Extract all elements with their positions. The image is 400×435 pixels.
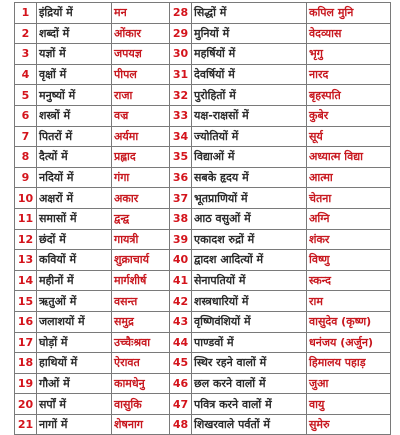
category-right: स्थिर रहने वालों में <box>192 353 307 374</box>
row-number-right: 32 <box>170 85 192 106</box>
category-right: आठ वसुओं में <box>192 208 307 229</box>
category-left: गौओं में <box>37 373 112 394</box>
answer-left: शुक्राचार्य <box>112 250 170 271</box>
row-number-right: 41 <box>170 270 192 291</box>
row-number-left: 10 <box>15 188 37 209</box>
answer-left: मार्गशीर्ष <box>112 270 170 291</box>
category-right: एकादश रुद्रों में <box>192 229 307 250</box>
category-right: महर्षियों में <box>192 44 307 65</box>
answer-right: सुमेरु <box>307 414 391 435</box>
category-right: द्वादश आदित्यों में <box>192 250 307 271</box>
row-number-left: 8 <box>15 147 37 168</box>
answer-right: वेदव्यास <box>307 23 391 44</box>
category-left: छंदों में <box>37 229 112 250</box>
category-right: पाण्डवों में <box>192 332 307 353</box>
category-left: नागों में <box>37 414 112 435</box>
category-right: ज्योतियों में <box>192 126 307 147</box>
table-row <box>15 332 391 353</box>
table-row <box>15 147 391 168</box>
answer-right: विष्णु <box>307 250 391 271</box>
row-number-right: 48 <box>170 414 192 435</box>
category-right: विद्याओं में <box>192 147 307 168</box>
table-row <box>15 250 391 271</box>
answer-left: कामधेनु <box>112 373 170 394</box>
answer-left: शेषनाग <box>112 414 170 435</box>
row-number-right: 42 <box>170 291 192 312</box>
answer-right: अध्यात्म विद्या <box>307 147 391 168</box>
answer-right: बृहस्पति <box>307 85 391 106</box>
category-left: मनुष्यों में <box>37 85 112 106</box>
table-row <box>15 126 391 147</box>
category-right: शिखरवाले पर्वतों में <box>192 414 307 435</box>
row-number-left: 19 <box>15 373 37 394</box>
answer-right: स्कन्द <box>307 270 391 291</box>
answer-left: वासुकि <box>112 394 170 415</box>
table-row <box>15 3 391 24</box>
row-number-right: 45 <box>170 353 192 374</box>
row-number-right: 28 <box>170 3 192 24</box>
category-left: महीनों में <box>37 270 112 291</box>
answer-left: मन <box>112 3 170 24</box>
answer-right: राम <box>307 291 391 312</box>
category-right: पुरोहितों में <box>192 85 307 106</box>
answer-right: हिमालय पहाड़ <box>307 353 391 374</box>
category-left: जलाशयों में <box>37 311 112 332</box>
row-number-right: 37 <box>170 188 192 209</box>
answer-left: अर्यमा <box>112 126 170 147</box>
row-number-left: 21 <box>15 414 37 435</box>
answer-left: द्वन्द्व <box>112 208 170 229</box>
row-number-left: 2 <box>15 23 37 44</box>
table-row <box>15 229 391 250</box>
answer-right: अग्नि <box>307 208 391 229</box>
row-number-left: 6 <box>15 105 37 126</box>
answer-left: गायत्री <box>112 229 170 250</box>
row-number-left: 15 <box>15 291 37 312</box>
answer-left: अकार <box>112 188 170 209</box>
answer-left: समुद्र <box>112 311 170 332</box>
table-row <box>15 394 391 415</box>
table-row <box>15 353 391 374</box>
category-right: शस्त्रधारियों में <box>192 291 307 312</box>
table-row <box>15 414 391 435</box>
category-left: घोड़ों में <box>37 332 112 353</box>
row-number-left: 9 <box>15 167 37 188</box>
answer-left: वसन्त <box>112 291 170 312</box>
row-number-right: 39 <box>170 229 192 250</box>
row-number-right: 35 <box>170 147 192 168</box>
category-left: शब्दों में <box>37 23 112 44</box>
row-number-left: 7 <box>15 126 37 147</box>
category-right: भूतप्राणियों में <box>192 188 307 209</box>
answer-left: जपयज्ञ <box>112 44 170 65</box>
answer-right: वासुदेव (कृष्ण) <box>307 311 391 332</box>
table-row <box>15 373 391 394</box>
row-number-right: 36 <box>170 167 192 188</box>
table-row <box>15 270 391 291</box>
row-number-right: 43 <box>170 311 192 332</box>
table-row <box>15 44 391 65</box>
category-right: यक्ष-राक्षसों में <box>192 105 307 126</box>
category-left: पितरों में <box>37 126 112 147</box>
category-left: नदियों में <box>37 167 112 188</box>
row-number-right: 33 <box>170 105 192 126</box>
table-row <box>15 23 391 44</box>
answer-left: पीपल <box>112 64 170 85</box>
answer-right: शंकर <box>307 229 391 250</box>
row-number-left: 20 <box>15 394 37 415</box>
answer-right: कपिल मुनि <box>307 3 391 24</box>
category-right: सबके हृदय में <box>192 167 307 188</box>
category-right: वृष्णिवंशियों में <box>192 311 307 332</box>
row-number-right: 29 <box>170 23 192 44</box>
row-number-right: 34 <box>170 126 192 147</box>
category-right: मुनियों में <box>192 23 307 44</box>
table-row <box>15 64 391 85</box>
category-left: अक्षरों में <box>37 188 112 209</box>
row-number-left: 17 <box>15 332 37 353</box>
row-number-left: 12 <box>15 229 37 250</box>
comparison-table <box>14 2 391 435</box>
category-right: पवित्र करने वालों में <box>192 394 307 415</box>
row-number-left: 5 <box>15 85 37 106</box>
row-number-left: 1 <box>15 3 37 24</box>
row-number-left: 16 <box>15 311 37 332</box>
table-row <box>15 208 391 229</box>
table-body <box>15 3 391 435</box>
answer-left: प्रह्लाद <box>112 147 170 168</box>
row-number-left: 3 <box>15 44 37 65</box>
answer-right: वायु <box>307 394 391 415</box>
category-right: सिद्धों में <box>192 3 307 24</box>
answer-left: गंगा <box>112 167 170 188</box>
answer-right: आत्मा <box>307 167 391 188</box>
row-number-left: 14 <box>15 270 37 291</box>
row-number-left: 18 <box>15 353 37 374</box>
category-left: इंद्रियों में <box>37 3 112 24</box>
table-row <box>15 85 391 106</box>
category-left: कवियों में <box>37 250 112 271</box>
category-left: दैत्यों में <box>37 147 112 168</box>
answer-right: नारद <box>307 64 391 85</box>
answer-left: राजा <box>112 85 170 106</box>
table-row <box>15 311 391 332</box>
row-number-right: 38 <box>170 208 192 229</box>
table-row <box>15 105 391 126</box>
category-right: सेनापतियों में <box>192 270 307 291</box>
answer-left: ओंकार <box>112 23 170 44</box>
row-number-right: 46 <box>170 373 192 394</box>
answer-right: कुबेर <box>307 105 391 126</box>
category-left: शस्त्रों में <box>37 105 112 126</box>
row-number-left: 4 <box>15 64 37 85</box>
answer-right: चेतना <box>307 188 391 209</box>
row-number-left: 11 <box>15 208 37 229</box>
table-row <box>15 167 391 188</box>
answer-left: ऐरावत <box>112 353 170 374</box>
category-left: समासों में <box>37 208 112 229</box>
category-right: देवर्षियों में <box>192 64 307 85</box>
answer-left: वज्र <box>112 105 170 126</box>
category-left: ऋतुओं में <box>37 291 112 312</box>
row-number-right: 44 <box>170 332 192 353</box>
category-right: छल करने वालों में <box>192 373 307 394</box>
table-row <box>15 188 391 209</box>
answer-right: जुआ <box>307 373 391 394</box>
category-left: यज्ञों में <box>37 44 112 65</box>
category-left: हाथियों में <box>37 353 112 374</box>
answer-right: धनंजय (अर्जुन) <box>307 332 391 353</box>
row-number-right: 47 <box>170 394 192 415</box>
answer-left: उच्चैःश्रवा <box>112 332 170 353</box>
row-number-right: 31 <box>170 64 192 85</box>
row-number-left: 13 <box>15 250 37 271</box>
row-number-right: 40 <box>170 250 192 271</box>
row-number-right: 30 <box>170 44 192 65</box>
category-left: सर्पों में <box>37 394 112 415</box>
answer-right: सूर्य <box>307 126 391 147</box>
table-row <box>15 291 391 312</box>
category-left: वृक्षों में <box>37 64 112 85</box>
answer-right: भृगु <box>307 44 391 65</box>
